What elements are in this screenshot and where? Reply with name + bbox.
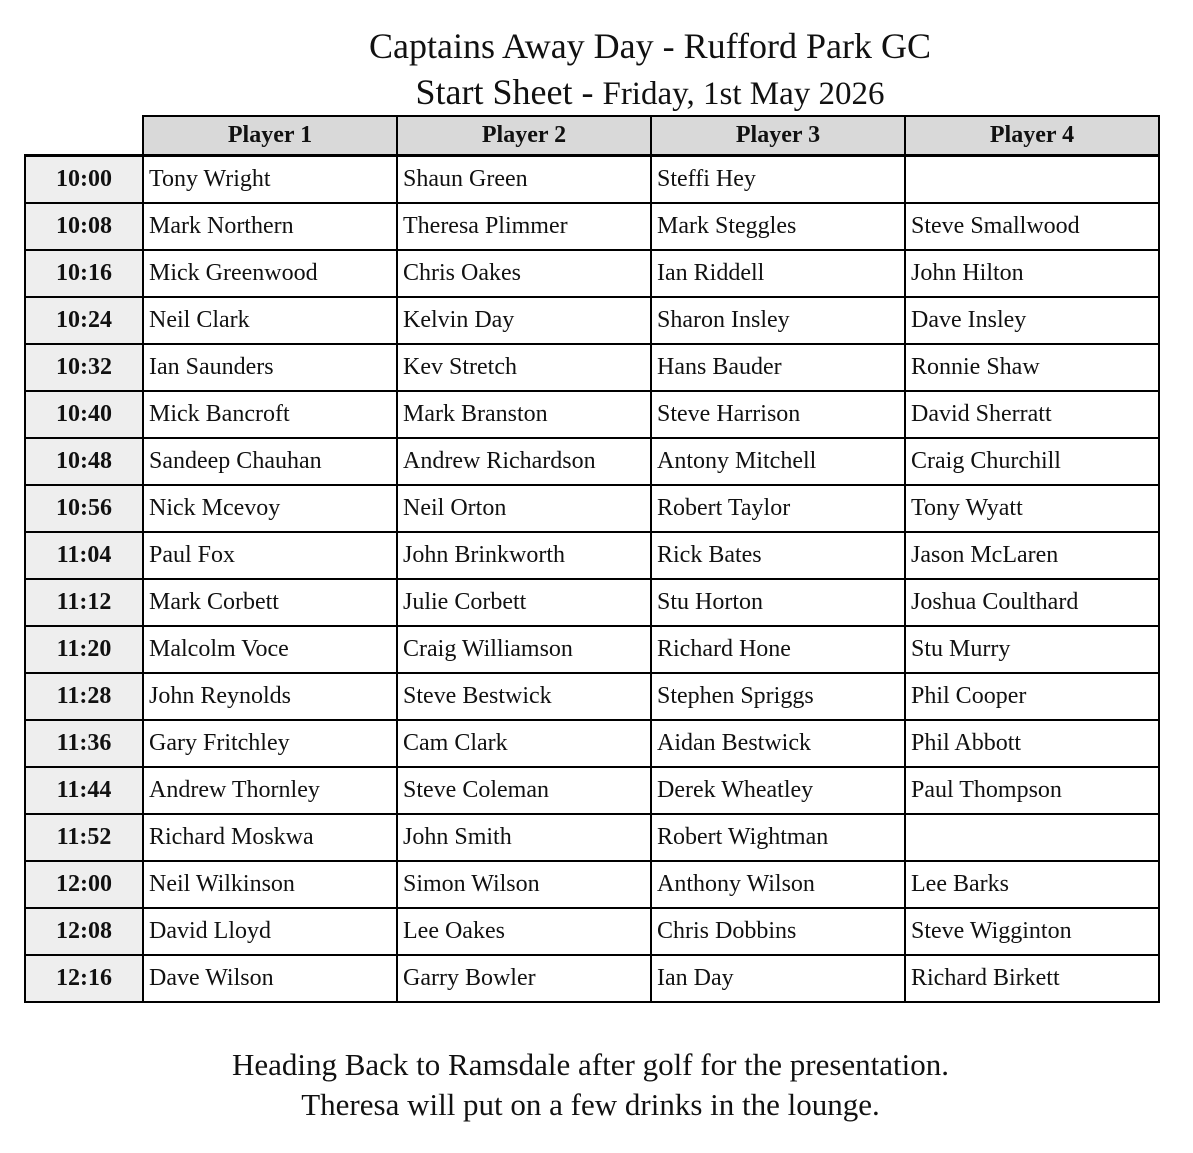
- player-cell-4: Steve Smallwood: [905, 203, 1159, 250]
- footer-note-presentation: Heading Back to Ramsdale after golf for the presentation.: [231, 1047, 950, 1082]
- sheet-title: Captains Away Day - Rufford Park GC: [369, 26, 931, 66]
- player-cell-1: Neil Wilkinson: [143, 861, 397, 908]
- player-cell-2: Mark Branston: [397, 391, 651, 438]
- event-date: Friday, 1st May 2026: [602, 76, 885, 112]
- player-cell-2: Chris Oakes: [397, 250, 651, 297]
- tee-time: 10:24: [25, 297, 143, 344]
- player-cell-3: Sharon Insley: [651, 297, 905, 344]
- player-cell-1: Richard Moskwa: [143, 814, 397, 861]
- player-cell-4: John Hilton: [905, 250, 1159, 297]
- table-row: [25, 203, 1159, 250]
- player-cell-1: Dave Wilson: [143, 955, 397, 1002]
- tee-time: 11:44: [25, 767, 143, 814]
- player-cell-4: [905, 156, 1159, 204]
- tee-time: 10:56: [25, 485, 143, 532]
- tee-time: 11:12: [25, 579, 143, 626]
- player-cell-3: Anthony Wilson: [651, 861, 905, 908]
- table-row: [25, 767, 1159, 814]
- player-cell-1: Neil Clark: [143, 297, 397, 344]
- header-corner: [25, 116, 143, 156]
- subtitle-prefix: Start Sheet -: [415, 72, 603, 112]
- table-row: [25, 814, 1159, 861]
- player-cell-3: Chris Dobbins: [651, 908, 905, 955]
- player-cell-1: Sandeep Chauhan: [143, 438, 397, 485]
- player-cell-2: Simon Wilson: [397, 861, 651, 908]
- player-cell-2: Kev Stretch: [397, 344, 651, 391]
- player-cell-1: Mark Northern: [143, 203, 397, 250]
- player-cell-2: Shaun Green: [397, 156, 651, 204]
- table-row: [25, 673, 1159, 720]
- player-cell-1: Mick Bancroft: [143, 391, 397, 438]
- player-cell-2: Kelvin Day: [397, 297, 651, 344]
- header-player-3: Player 3: [651, 116, 905, 156]
- player-cell-2: Steve Coleman: [397, 767, 651, 814]
- player-cell-4: Dave Insley: [905, 297, 1159, 344]
- table-row: [25, 720, 1159, 767]
- player-cell-1: Andrew Thornley: [143, 767, 397, 814]
- table-row: [25, 955, 1159, 1002]
- player-cell-3: Richard Hone: [651, 626, 905, 673]
- tee-time: 12:16: [25, 955, 143, 1002]
- tee-time: 10:32: [25, 344, 143, 391]
- player-cell-3: Robert Taylor: [651, 485, 905, 532]
- player-cell-1: Gary Fritchley: [143, 720, 397, 767]
- table-row: [25, 391, 1159, 438]
- table-row: [25, 626, 1159, 673]
- player-cell-1: Malcolm Voce: [143, 626, 397, 673]
- player-cell-3: Stu Horton: [651, 579, 905, 626]
- player-cell-4: Lee Barks: [905, 861, 1159, 908]
- player-cell-2: Andrew Richardson: [397, 438, 651, 485]
- tee-time: 11:28: [25, 673, 143, 720]
- player-cell-4: Stu Murry: [905, 626, 1159, 673]
- player-cell-4: Steve Wigginton: [905, 908, 1159, 955]
- player-cell-2: Craig Williamson: [397, 626, 651, 673]
- player-cell-3: Ian Riddell: [651, 250, 905, 297]
- table-row: [25, 861, 1159, 908]
- player-cell-2: John Smith: [397, 814, 651, 861]
- player-cell-4: Phil Abbott: [905, 720, 1159, 767]
- player-cell-4: Richard Birkett: [905, 955, 1159, 1002]
- player-cell-3: Mark Steggles: [651, 203, 905, 250]
- player-cell-4: Craig Churchill: [905, 438, 1159, 485]
- player-cell-4: Tony Wyatt: [905, 485, 1159, 532]
- player-cell-2: Neil Orton: [397, 485, 651, 532]
- player-cell-1: Ian Saunders: [143, 344, 397, 391]
- player-cell-4: Jason McLaren: [905, 532, 1159, 579]
- tee-time: 11:04: [25, 532, 143, 579]
- table-row: [25, 579, 1159, 626]
- player-cell-1: Nick Mcevoy: [143, 485, 397, 532]
- player-cell-1: David Lloyd: [143, 908, 397, 955]
- player-cell-4: David Sherratt: [905, 391, 1159, 438]
- table-header: [25, 116, 1159, 156]
- tee-time: 11:36: [25, 720, 143, 767]
- header-player-4: Player 4: [905, 116, 1159, 156]
- player-cell-1: Paul Fox: [143, 532, 397, 579]
- player-cell-1: John Reynolds: [143, 673, 397, 720]
- player-cell-4: Ronnie Shaw: [905, 344, 1159, 391]
- tee-time: 10:08: [25, 203, 143, 250]
- table-row: [25, 438, 1159, 485]
- tee-time: 10:40: [25, 391, 143, 438]
- tee-time: 11:52: [25, 814, 143, 861]
- tee-time: 10:16: [25, 250, 143, 297]
- player-cell-4: Paul Thompson: [905, 767, 1159, 814]
- sheet-subtitle: [0, 72, 1193, 114]
- table-row: [25, 908, 1159, 955]
- player-cell-2: Garry Bowler: [397, 955, 651, 1002]
- player-cell-3: Stephen Spriggs: [651, 673, 905, 720]
- player-cell-3: Derek Wheatley: [651, 767, 905, 814]
- player-cell-1: Tony Wright: [143, 156, 397, 204]
- table-body: [25, 156, 1159, 1003]
- player-cell-2: John Brinkworth: [397, 532, 651, 579]
- player-cell-3: Rick Bates: [651, 532, 905, 579]
- table-row: [25, 297, 1159, 344]
- header-row: [25, 116, 1159, 156]
- table-row: [25, 532, 1159, 579]
- table-row: [25, 156, 1159, 204]
- tee-time: 10:00: [25, 156, 143, 204]
- tee-time: 10:48: [25, 438, 143, 485]
- start-sheet-table: [24, 115, 1160, 1003]
- player-cell-4: [905, 814, 1159, 861]
- player-cell-3: Ian Day: [651, 955, 905, 1002]
- player-cell-3: Aidan Bestwick: [651, 720, 905, 767]
- footer-note-drinks: Theresa will put on a few drinks in the lounge.: [301, 1087, 880, 1122]
- tee-time: 12:00: [25, 861, 143, 908]
- tee-time: 12:08: [25, 908, 143, 955]
- tee-time: 11:20: [25, 626, 143, 673]
- player-cell-2: Lee Oakes: [397, 908, 651, 955]
- player-cell-1: Mick Greenwood: [143, 250, 397, 297]
- table-row: [25, 250, 1159, 297]
- player-cell-2: Cam Clark: [397, 720, 651, 767]
- player-cell-1: Mark Corbett: [143, 579, 397, 626]
- player-cell-3: Antony Mitchell: [651, 438, 905, 485]
- header-player-2: Player 2: [397, 116, 651, 156]
- player-cell-2: Theresa Plimmer: [397, 203, 651, 250]
- table-row: [25, 485, 1159, 532]
- header-player-1: Player 1: [143, 116, 397, 156]
- player-cell-4: Joshua Coulthard: [905, 579, 1159, 626]
- player-cell-2: Steve Bestwick: [397, 673, 651, 720]
- table-row: [25, 344, 1159, 391]
- player-cell-2: Julie Corbett: [397, 579, 651, 626]
- player-cell-3: Robert Wightman: [651, 814, 905, 861]
- player-cell-3: Hans Bauder: [651, 344, 905, 391]
- player-cell-3: Steve Harrison: [651, 391, 905, 438]
- player-cell-4: Phil Cooper: [905, 673, 1159, 720]
- player-cell-3: Steffi Hey: [651, 156, 905, 204]
